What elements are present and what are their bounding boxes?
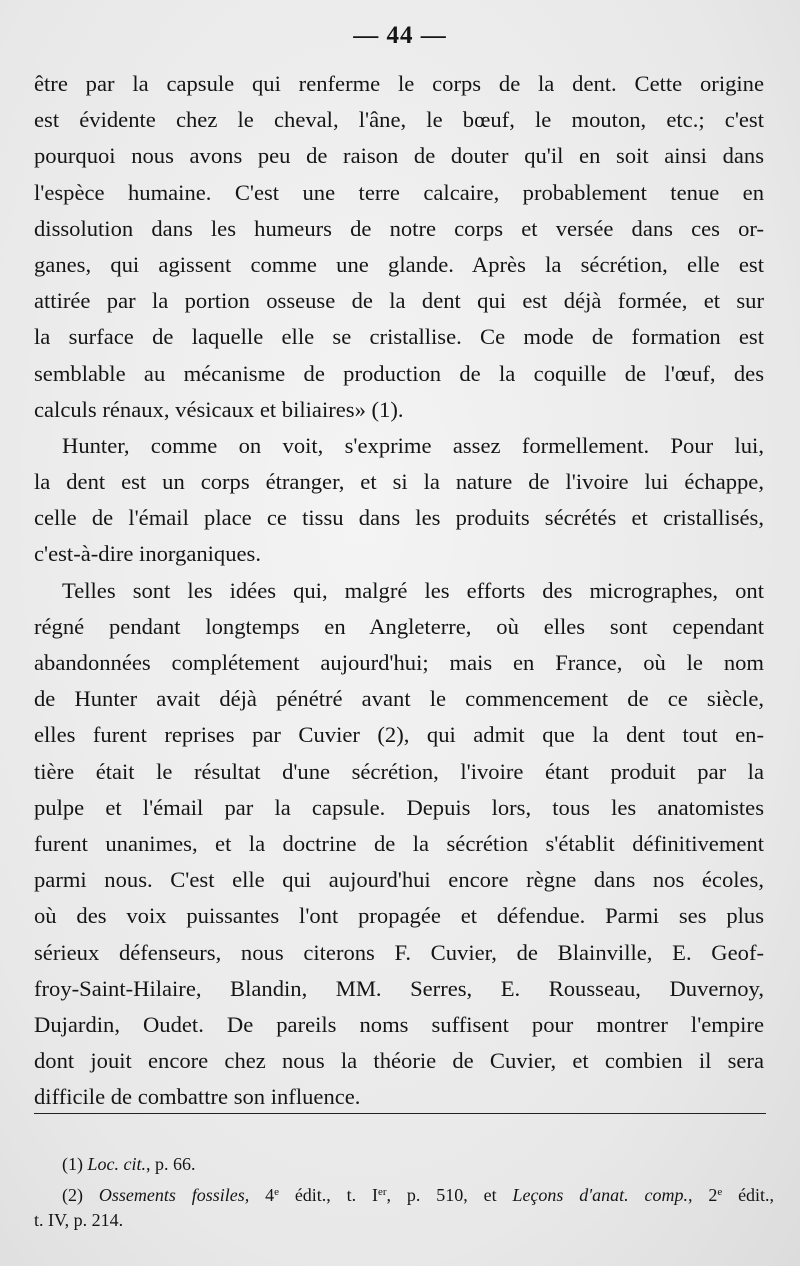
footnote-2-continuation: t. IV, p. 214. xyxy=(34,1210,124,1230)
footnote-separator xyxy=(34,1113,766,1114)
footnote-marker: (2) xyxy=(62,1185,83,1205)
footnote-1 xyxy=(34,1150,774,1178)
text-line: être par la capsule qui renferme le corps de la dent. Cette origine xyxy=(34,71,764,96)
text-line: furent unanimes, et la doctrine de la sécrétion s'établit définitivement xyxy=(34,830,764,856)
paragraph-start-line: Telles sont les idées qui, malgré les efforts des micrographes, ont xyxy=(62,577,764,603)
text-line: pourquoi nous avons peu de raison de douter qu'il en soit ainsi dans xyxy=(34,143,764,169)
text-line: tière était le résultat d'une sécrétion, l'ivoire étant produit par la xyxy=(34,758,764,784)
footnote-text: 4 xyxy=(265,1185,275,1205)
text-line: attirée par la portion osseuse de la dent qui est déjà formée, et sur xyxy=(34,288,764,314)
text-line: la dent est un corps étranger, et si la nature de l'ivoire lui échappe, xyxy=(34,469,764,495)
text-line: parmi nous. C'est elle qui aujourd'hui encore règne dans nos écoles, xyxy=(34,867,764,893)
text-line: ganes, qui agissent comme une glande. Après la sécrétion, elle est xyxy=(34,251,764,277)
text-line: Dujardin, Oudet. De pareils noms suffisent pour montrer l'empire xyxy=(34,1011,764,1037)
footnote-work-title: Leçons d'anat. comp., xyxy=(512,1185,693,1205)
text-line: elles furent reprises par Cuvier (2), qui admit que la dent tout en- xyxy=(34,722,764,748)
footnote-work-title: Ossements fossiles, xyxy=(98,1185,250,1205)
footnote-text: , p. 510, et xyxy=(386,1185,497,1205)
footnote-superscript: e xyxy=(717,1186,723,1198)
text-line: calculs rénaux, vésicaux et biliaires» (1). xyxy=(34,396,404,422)
text-line: celle de l'émail place ce tissu dans les produits sécrétés et cristallisés, xyxy=(34,505,764,531)
text-line: régné pendant longtemps en Angleterre, où elles sont cependant xyxy=(34,613,764,639)
text-line: pulpe et l'émail par la capsule. Depuis lors, tous les anatomistes xyxy=(34,794,764,820)
text-line: froy-Saint-Hilaire, Blandin, MM. Serres, E. Rousseau, Duvernoy, xyxy=(34,975,764,1001)
footnote-marker: (1) xyxy=(62,1154,83,1174)
text-line: difficile de combattre son influence. xyxy=(34,1084,361,1110)
text-line: c'est-à-dire inorganiques. xyxy=(34,541,261,567)
footnote-text: édit., t. I xyxy=(278,1185,378,1205)
body-text xyxy=(34,66,764,1115)
footnote-2 xyxy=(34,1178,774,1206)
text-line: sérieux défenseurs, nous citerons F. Cuvier, de Blainville, E. Geof- xyxy=(34,939,764,965)
footnote-text: 2 xyxy=(708,1185,718,1205)
text-line: l'espèce humaine. C'est une terre calcaire, probablement tenue en xyxy=(34,179,764,205)
footnotes xyxy=(34,1150,774,1234)
text-line: est évidente chez le cheval, l'âne, le bœuf, le mouton, etc.; c'est xyxy=(34,107,764,133)
text-line: dissolution dans les humeurs de notre corps et versée dans ces or- xyxy=(34,215,764,241)
text-line: de Hunter avait déjà pénétré avant le commencement de ce siècle, xyxy=(34,686,764,712)
text-line: semblable au mécanisme de production de la coquille de l'œuf, des xyxy=(34,360,764,386)
footnote-superscript: e xyxy=(274,1186,279,1198)
footnote-source: Loc. cit. xyxy=(87,1154,146,1174)
page-number: — 44 — xyxy=(353,22,447,49)
footnote-text: édit., xyxy=(722,1185,775,1205)
paragraph-start-line: Hunter, comme on voit, s'exprime assez formellement. Pour lui, xyxy=(62,432,764,458)
text-line: où des voix puissantes l'ont propagée et défendue. Parmi ses plus xyxy=(34,903,764,929)
text-line: dont jouit encore chez nous la théorie de Cuvier, et combien il sera xyxy=(34,1048,764,1074)
footnote-text: , p. 66. xyxy=(146,1154,196,1174)
footnote-superscript: er xyxy=(378,1186,387,1198)
text-line: la surface de laquelle elle se cristallise. Ce mode de formation est xyxy=(34,324,764,350)
text-line: abandonnées complétement aujourd'hui; mais en France, où le nom xyxy=(34,650,764,675)
